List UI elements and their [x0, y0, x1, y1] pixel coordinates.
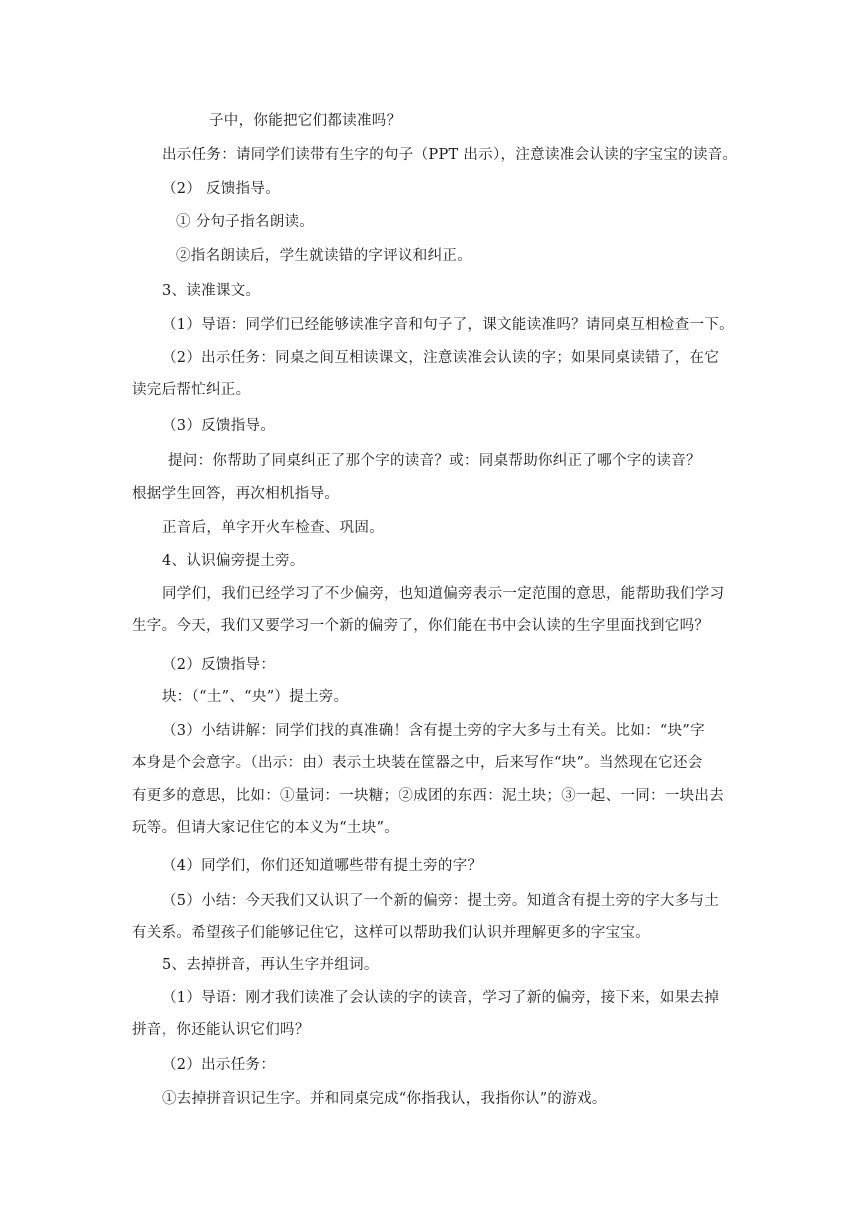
text-line: 根据学生回答，再次相机指导。 [132, 486, 340, 502]
text-span: 你还能认识它们吗？ [176, 1022, 310, 1038]
text-line: 子中，你能把它们都读准吗？ [209, 113, 402, 129]
section-heading: 5、去掉拼音，再认生字并组词。 [162, 957, 379, 973]
text-line: 提问：你帮助了同桌纠正了那个字的读音？或：同桌帮助你纠正了哪个字的读音？ [168, 453, 701, 469]
text-line: 同学们，我们已经学习了不少偏旁，也知道偏旁表示一定范围的意思，能帮助我们学习 [162, 586, 725, 602]
list-heading: （3）反馈指导。 [162, 418, 276, 434]
list-item: ②指名朗读后，学生就读错的字评议和纠正。 [176, 248, 472, 264]
section-heading: 3、读准课文。 [162, 283, 261, 299]
text-line: 出示任务：请同学们读带有生字的句子（PPT 出示），注意读准会认读的字宝宝的读音。 [162, 147, 738, 163]
list-heading: （2）出示任务： [162, 1057, 276, 1073]
text-line: 读完后帮忙纠正。 [132, 382, 251, 398]
text-line [132, 1020, 310, 1040]
list-heading: （2） 反馈指导。 [162, 181, 281, 197]
list-item: ①去掉拼音识记生字。并和同桌完成“你指我认，我指你认”的游戏。 [162, 1091, 607, 1107]
text-line: 正音后，单字开火车检查、巩固。 [162, 520, 384, 536]
text-line: 块：（“土”、“央”）提土旁。 [162, 689, 349, 705]
text-line: （1）导语：刚才我们读准了会认读的字的读音，学习了新的偏旁，接下来，如果去掉 [162, 990, 720, 1006]
text-line: （5）小结：今天我们又认识了一个新的偏旁：提土旁。知道含有提土旁的字大多与土 [162, 893, 720, 909]
section-heading: 4、认识偏旁提土旁。 [162, 553, 305, 569]
text-line: 生字。今天，我们又要学习一个新的偏旁了，你们能在书中会认读的生字里面找到它吗？ [132, 618, 710, 634]
text-line: 有关系。希望孩子们能够记住它，这样可以帮助我们认识并理解更多的字宝宝。 [132, 925, 650, 941]
text-span: 拼音 [132, 1022, 162, 1038]
text-line: （4）同学们，你们还知道哪些带有提土旁的字？ [162, 858, 483, 874]
text-line: 玩等。但请大家记住它的本义为“土块”。 [132, 820, 400, 836]
text-line: （3）小结讲解：同学们找的真准确！含有提土旁的字大多与土有关。比如：“块”字 [162, 723, 705, 739]
text-line: （2）出示任务：同桌之间互相读课文，注意读准会认读的字；如果同桌读错了，在它 [162, 350, 720, 366]
list-item: ① 分句子指名朗读。 [176, 214, 315, 230]
text-line: 本身是个会意字。（出示：由）表示土块装在筐器之中，后来写作“块”。当然现在它还会 [132, 755, 703, 771]
text-line: 有更多的意思，比如：①量词：一块糖；②成团的东西：泥土块；③一起、一同：一块出去 [132, 788, 724, 804]
list-heading: （2）反馈指导： [162, 657, 276, 673]
text-line: （1）导语：同学们已经能够读准字音和句子了，课文能读准吗？请同桌互相检查一下。 [162, 317, 734, 333]
blue-comma: ， [161, 1022, 177, 1038]
